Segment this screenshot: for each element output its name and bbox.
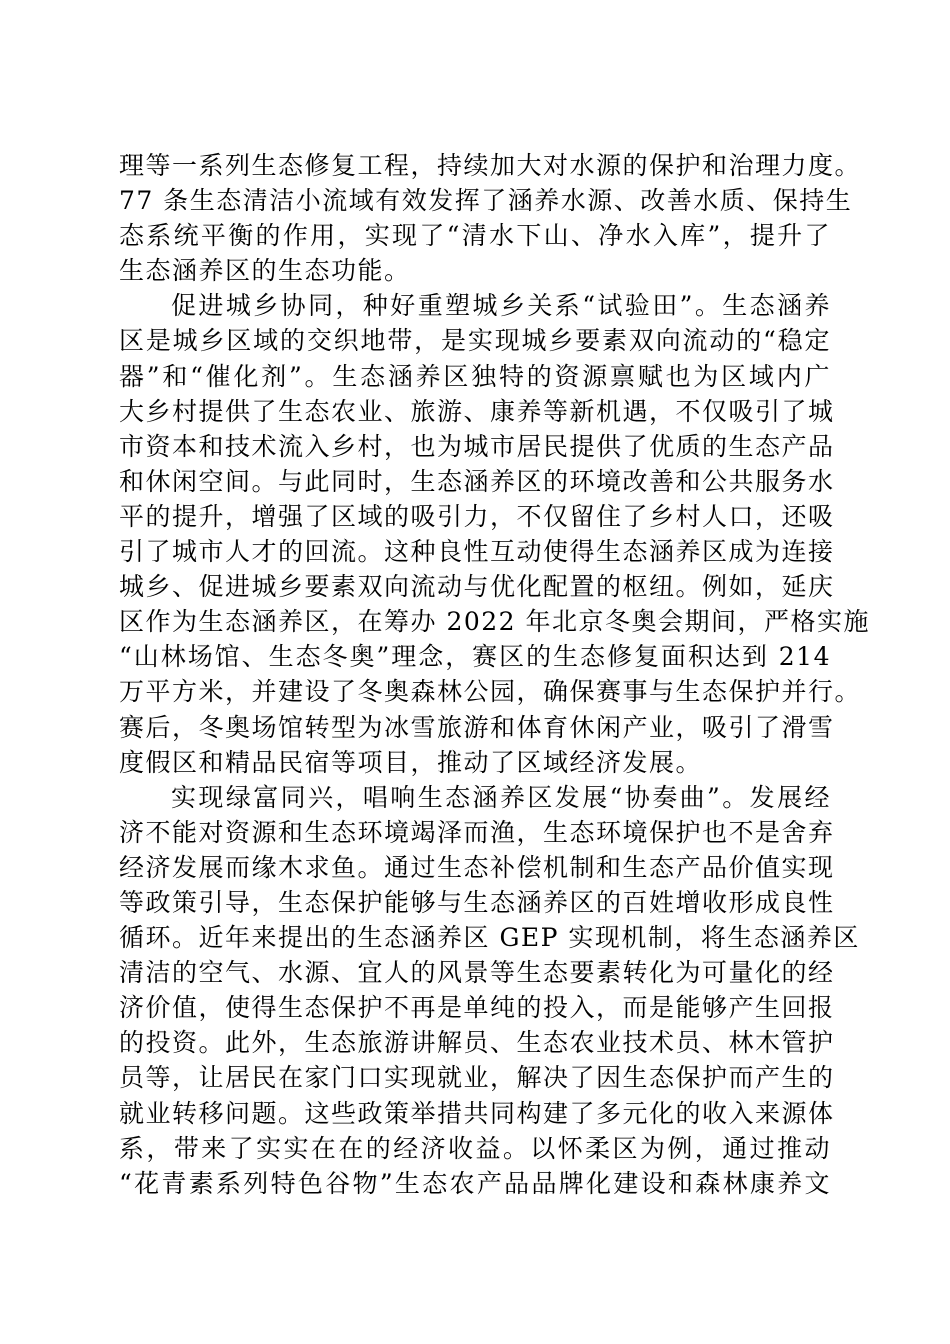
text-line: 经济发展而缘木求鱼。通过生态补偿机制和生态产品价值实现 <box>119 852 835 882</box>
text-line: 济不能对资源和生态环境竭泽而渔，生态环境保护也不是舍弃 <box>119 817 835 847</box>
text-line: 系，带来了实实在在的经济收益。以怀柔区为例，通过推动 <box>119 1133 831 1163</box>
paragraph-water-protection <box>119 148 862 288</box>
text-line: 实现绿富同兴，唱响生态涵养区发展“协奏曲”。发展经 <box>171 782 831 812</box>
text-line: 区是城乡区域的交织地带，是实现城乡要素双向流动的“稳定 <box>119 326 831 356</box>
text-line: 等政策引导，生态保护能够与生态涵养区的百姓增收形成良性 <box>119 887 835 917</box>
text-line: 生态涵养区的生态功能。 <box>119 256 411 286</box>
text-line: 大乡村提供了生态农业、旅游、康养等新机遇，不仅吸引了城 <box>119 396 835 426</box>
text-line: 平的提升，增强了区域的吸引力，不仅留住了乡村人口，还吸 <box>119 501 835 531</box>
text-line: 赛后，冬奥场馆转型为冰雪旅游和体育休闲产业，吸引了滑雪 <box>119 712 835 742</box>
document-body <box>119 148 871 1201</box>
text-line: 和休闲空间。与此同时，生态涵养区的环境改善和公共服务水 <box>119 466 835 496</box>
text-line: 市资本和技术流入乡村，也为城市居民提供了优质的生态产品 <box>119 431 835 461</box>
text-line: 区作为生态涵养区，在筹办 2022 年北京冬奥会期间，严格实施 <box>119 607 871 637</box>
text-line: 就业转移问题。这些政策举措共同构建了多元化的收入来源体 <box>119 1098 835 1128</box>
text-line: 清洁的空气、水源、宜人的风景等生态要素转化为可量化的经 <box>119 958 835 988</box>
text-line: “山林场馆、生态冬奥”理念，赛区的生态修复面积达到 214 <box>119 642 831 672</box>
text-line: 促进城乡协同，种好重塑城乡关系“试验田”。生态涵养 <box>171 291 831 321</box>
text-line: 循环。近年来提出的生态涵养区 GEP 实现机制，将生态涵养区 <box>119 923 860 953</box>
text-line: 度假区和精品民宿等项目，推动了区域经济发展。 <box>119 747 703 777</box>
paragraph-urban-rural <box>119 288 871 779</box>
text-line: 77 条生态清洁小流域有效发挥了涵养水源、改善水质、保持生 <box>119 186 853 216</box>
text-line: “花青素系列特色谷物”生态农产品品牌化建设和森林康养文 <box>119 1168 831 1198</box>
text-line: 态系统平衡的作用，实现了“清水下山、净水入库”，提升了 <box>119 221 831 251</box>
text-line: 的投资。此外，生态旅游讲解员、生态农业技术员、林木管护 <box>119 1028 835 1058</box>
text-line: 器”和“催化剂”。生态涵养区独特的资源禀赋也为区域内广 <box>119 361 831 391</box>
text-line: 引了城市人才的回流。这种良性互动使得生态涵养区成为连接 <box>119 537 835 567</box>
text-line: 济价值，使得生态保护不再是单纯的投入，而是能够产生回报 <box>119 993 835 1023</box>
text-line: 员等，让居民在家门口实现就业，解决了因生态保护而产生的 <box>119 1063 835 1093</box>
text-line: 理等一系列生态修复工程，持续加大对水源的保护和治理力度。 <box>119 151 862 180</box>
text-line: 城乡、促进城乡要素双向流动与优化配置的枢纽。例如，延庆 <box>119 572 835 602</box>
text-line: 万平方米，并建设了冬奥森林公园，确保赛事与生态保护并行。 <box>119 677 862 707</box>
paragraph-green-prosperity <box>119 780 860 1201</box>
